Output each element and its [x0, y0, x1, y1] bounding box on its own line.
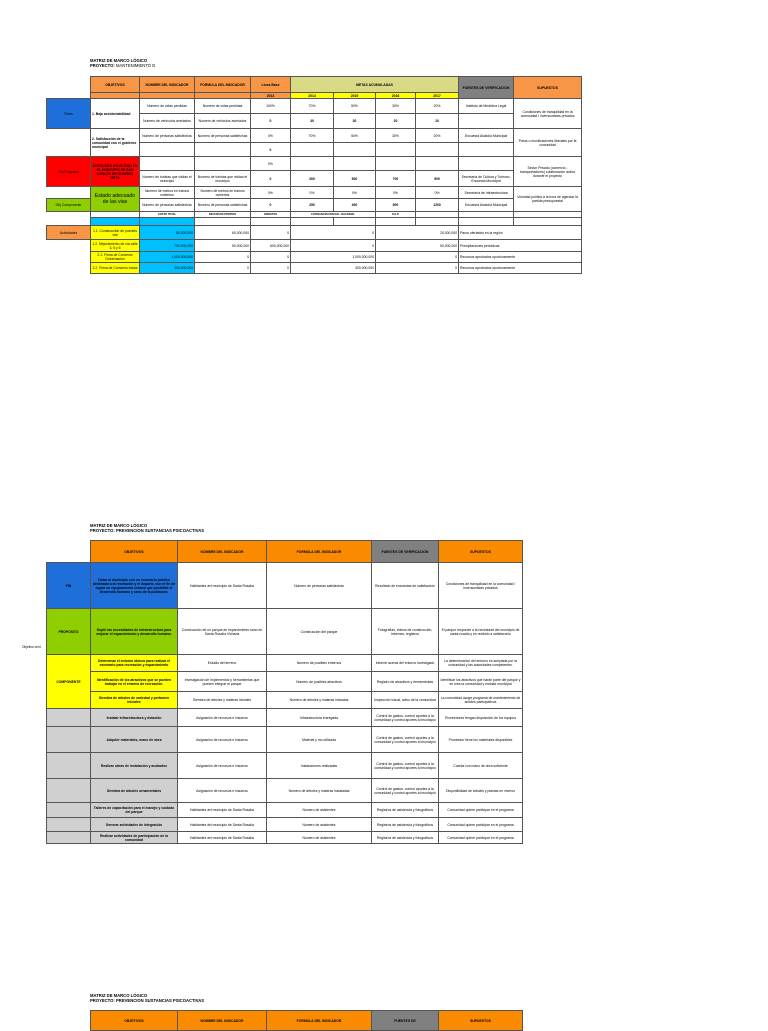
m2-cell-supuesto: La determinación del entorno es aceptada por la comunidad y las autoridades competentes. — [439, 655, 523, 672]
matrix3-project-label: PROYECTO: — [90, 998, 115, 1003]
m2-h-supuestos: SUPUESTOS — [439, 541, 523, 563]
m1-r6-base: 0% — [251, 187, 291, 199]
m2-cell-nombre: Asignación de recursos e insumos — [178, 709, 267, 727]
m2-cell-formula: Construcción del parque — [267, 609, 372, 655]
m1-r2-y4: 10 — [416, 114, 459, 129]
m2-cell-obj: Realizar obras de instalación y acabados — [91, 753, 178, 779]
m2-row-label: COMPONENTE — [47, 655, 91, 709]
m2-row — [47, 727, 523, 753]
m1-a4-supuesto: Recursos aprobados oportunamente — [459, 263, 582, 274]
m2-cell-nombre: Asignación de recursos e insumos — [178, 753, 267, 779]
m2-cell-obj: Talleres de capacitación para el manejo y cuidado del parque — [91, 803, 178, 818]
m1-r5-nombre: Numero de turistas que visitan el municipio — [140, 171, 195, 187]
m2-cell-formula: Numero de personas satisfechas — [267, 563, 372, 609]
m1-r4-base: 0% — [251, 157, 291, 171]
m1-r3-y4: 20% — [416, 129, 459, 143]
m2-cell-supuesto: La comunidad acoge programa de mantenimiento de árboles participativos — [439, 692, 523, 709]
m2-cell-formula: Infraestructura entregada — [267, 709, 372, 727]
m1-r7-y3: 500 — [376, 199, 416, 212]
m1-r3-formula: Numero de personas satisfechas — [195, 129, 251, 143]
m1-a1-supuesto: Paros ofertados en la región — [459, 226, 582, 240]
m2-row — [47, 803, 523, 818]
m1-h-metas: METAS ACUMULADAS — [291, 77, 459, 93]
m2-cell-nombre: Construcción de un parque de esparcimiento sano en Santa Rosalía Vichada — [178, 609, 267, 655]
m1-r6-formula: Numero de metros en tramos cubiertos — [195, 187, 251, 199]
matrix2-table — [46, 540, 523, 844]
m1-year-0: 2013 — [251, 93, 291, 99]
m2-row-label-empty — [47, 832, 91, 844]
m1-r2-formula: Numero de vehículos averiados — [195, 114, 251, 129]
matrix2-title — [90, 523, 204, 533]
m1-a2-creditos: 600,000,000 — [251, 240, 291, 252]
m3-h-supuestos: SUPUESTOS — [439, 1011, 523, 1031]
m1-r3-supuesto: Paros o movilizaciones liberales por la comunidad — [514, 129, 582, 157]
m1-r6-y2: 0% — [334, 187, 376, 199]
m1-a4-cofin: 300,000,000 — [291, 263, 376, 274]
m1-a1-cofin: 0 — [291, 226, 376, 240]
m1-r6-y1: 0% — [291, 187, 334, 199]
m1-r3-y2: 50% — [334, 129, 376, 143]
m1-r4-obj: ADECUADA MOVILIDAD EN EL MUNICIPIO DE SAN CARLOS DE GUARDIA META — [91, 157, 140, 187]
m2-cell-fuente: Registros de asistencia y fotográficos — [372, 803, 439, 818]
m2-cell-fuente: Registros de asistencia y fotográficos — [372, 818, 439, 832]
m1-r3-y1: 70% — [291, 129, 334, 143]
m2-cell-supuesto: Proveedores tengan disposición de los equipos — [439, 709, 523, 727]
m1-a3-obj: 2.1. Firma de Convenio Gobernación — [91, 252, 140, 263]
matrix1-project-label: PROYECTO: — [90, 63, 115, 68]
m2-cell-fuente: Control de gastos, control aportes a la comunidad y control aportes al municipio — [372, 727, 439, 753]
m1-r2-nombre: Numero de vehículos averiados — [140, 114, 195, 129]
matrix3-title — [90, 993, 204, 1003]
m2-row — [47, 779, 523, 803]
m2-row-label-empty — [47, 753, 91, 779]
m1-r6-y3: 0% — [376, 187, 416, 199]
m1-actividades-label: Actividades — [47, 226, 91, 240]
matrix1-table — [46, 76, 582, 274]
m1-r7-y2: 400 — [334, 199, 376, 212]
m2-row — [47, 832, 523, 844]
m1-r7-formula: Numero de personas satisfechas — [195, 199, 251, 212]
m2-cell-fuente: Registro de atractivos y herramientas — [372, 672, 439, 692]
m2-row — [47, 753, 523, 779]
m1-a2-obj: 1.2. Mejoramiento de vía calle 3, 5 y 6 — [92, 241, 138, 250]
m2-row — [47, 709, 523, 727]
m2-cell-supuesto: Comunidad quiere participar en el programa — [439, 818, 523, 832]
m1-r6-obj: Estado adecuado de las vias — [91, 187, 140, 212]
m2-row — [47, 672, 523, 692]
matrix2-title-text: MATRIZ DE MARCO LÓGICO — [90, 523, 148, 528]
m2-cell-formula: Instalaciones realizadas — [267, 753, 372, 779]
m1-sub-propios: RECURSOS PROPIOS — [195, 212, 251, 218]
m1-a2-supuesto: Precipitaciones periódicas — [459, 240, 582, 252]
m2-cell-nombre: Habitantes del municipio de Santa Rosalía — [178, 832, 267, 844]
m2-row-label: PROPOSITO — [47, 609, 91, 655]
m1-r3-obj: 2. Satisfacción de la comunidad con el gobierno municipal — [91, 129, 140, 157]
m1-r5-y1: 300 — [291, 171, 334, 187]
matrix1-title — [90, 58, 155, 68]
m2-row — [47, 692, 523, 709]
m2-cell-supuesto: Disponibilidad de árboles y plantas en viveros — [439, 779, 523, 803]
m2-cell-formula: Número de posibles entornos — [267, 655, 372, 672]
m2-cell-obj: Dotar al municipio con un escenario público destinado a la recreación y el deporte, con el fin de lograr un equipamiento urbano que posibilite el desarrollo humano y sano de la población. — [91, 563, 178, 609]
m1-r1-fuente: Instituto de Medicina Legal — [459, 99, 514, 114]
m2-cell-supuesto: Comunidad quiere participar en el programa — [439, 803, 523, 818]
m2-cell-formula: Número de árboles y materas instaladas — [267, 779, 372, 803]
m2-cell-fuente: Informe acerca del entorno investigado — [372, 655, 439, 672]
m1-h-objetivos: OBJETIVOS — [91, 77, 140, 93]
m2-body — [47, 563, 523, 844]
matrix1-project-name: MANTENIMIENTO D — [116, 63, 156, 68]
m1-r2-base: 0 — [251, 114, 291, 129]
m1-r3b-base: 0 — [251, 143, 291, 157]
m1-fin-label: Fines — [47, 99, 91, 129]
m1-r1-y1: 70% — [291, 99, 334, 114]
m1-a4-costo: 300,000,000 — [140, 263, 195, 274]
m1-sub-cofin: COFINANCIACION NAL. NACIONAL — [291, 212, 376, 218]
m2-cell-obj: Adquirir materiales, mano de obra — [91, 727, 178, 753]
m2-cell-fuente: Fotografías, videos de construcción, informes, registros — [372, 609, 439, 655]
m1-r2-y2: 30 — [334, 114, 376, 129]
m2-row-label-empty — [47, 779, 91, 803]
m1-a3-supuesto: Recursos aprobados oportunamente — [459, 252, 582, 263]
m2-cell-supuesto: Proveedor tiene los materiales disponibles — [439, 727, 523, 753]
m2-cell-supuesto: Condiciones de tranquilidad en la comunidad / inversionistas privados — [439, 563, 523, 609]
m1-a1-creditos: 0 — [251, 226, 291, 240]
m1-r2-y3: 20 — [376, 114, 416, 129]
m1-r3-fuente: Encuesta Alcaldía Municipal — [459, 129, 514, 143]
matrix2-project-label: PROYECTO: — [90, 528, 115, 533]
m2-row — [47, 818, 523, 832]
m2-row — [47, 655, 523, 672]
m1-h-formula: FORMULA DEL INDICADOR — [195, 77, 251, 93]
m2-cell-nombre: Asignación de recursos e insumos — [178, 779, 267, 803]
m1-r7-y4: 1200 — [416, 199, 459, 212]
m2-cell-obj: Suplir las necesidades de infraestructura para mejorar el esparcimiento y desarrollo humano. — [91, 609, 178, 655]
m1-r1-y3: 30% — [376, 99, 416, 114]
m1-r2-y1: 40 — [291, 114, 334, 129]
m3-h-fuentes: FUENTES DE — [372, 1011, 439, 1031]
m1-r7-nombre: Numero de personas satisfechas — [140, 199, 195, 212]
m1-r7-base: 0 — [251, 199, 291, 212]
m1-r6-fuente: Secretaría de Infraestructura — [459, 187, 514, 199]
m3-h-objetivos: OBJETIVOS — [91, 1011, 178, 1031]
matrix2-project — [90, 528, 204, 533]
m1-a3-cofin: 1,000,000,000 — [291, 252, 376, 263]
matrix3-project — [90, 998, 204, 1003]
m1-proposito-label: Obj Proposito — [47, 157, 91, 187]
m1-r6-nombre: Numero de metros en tramos cubiertos — [140, 187, 195, 199]
m2-cell-fuente: Control de gastos, control aportes a la comunidad y control aportes al municipio — [372, 779, 439, 803]
m1-a1-propios: 60,000,000 — [195, 226, 251, 240]
m2-row — [47, 563, 523, 609]
m1-r3-y3: 30% — [376, 129, 416, 143]
m2-cell-supuesto: Identificar los atractivos que harán parte del parque y se crea la comunidad y entidad municipal — [439, 672, 523, 692]
m1-a4-obj: 2.2. Firma de Convenio Invias — [91, 263, 140, 274]
m2-cell-obj: Identificación de los atractivos que se pueden trabajar en el entorno de recreación. — [91, 672, 178, 692]
m2-cell-nombre: Investigación de implementos y herramientas que pueden integrar el parque — [178, 672, 267, 692]
m1-componente-label: Obj Componente — [47, 199, 91, 212]
m1-year-2: 2015 — [334, 93, 376, 99]
m1-r1-base: 100% — [251, 99, 291, 114]
m1-sub-costo: COSTO TOTAL — [140, 212, 195, 218]
m1-a3-sgp: 0 — [376, 252, 459, 263]
m1-a2-cofin: 0 — [291, 240, 376, 252]
m1-h-linea: Linea Base — [251, 77, 291, 93]
m2-row-label-empty — [47, 818, 91, 832]
m1-a3-propios: 0 — [195, 252, 251, 263]
m2-cell-formula: Material y mo utilizada — [267, 727, 372, 753]
m1-r5-y4: 900 — [416, 171, 459, 187]
m2-cell-nombre: Habitantes del municipio de Santa Rosalía — [178, 563, 267, 609]
matrix1-title-text: MATRIZ DE MARCO LÓGICO — [90, 58, 148, 63]
matrix2-project-name: PREVENCION SUSTANCIAS PSICOACTIVAS — [116, 528, 205, 533]
m2-cell-obj: Realizar actividades de participación de la comunidad — [91, 832, 178, 844]
m1-r1-y2: 50% — [334, 99, 376, 114]
m2-cell-nombre: Estudio del terreno — [178, 655, 267, 672]
m2-cell-fuente: Control de gastos, control aportes a la comunidad y control aportes al municipio — [372, 709, 439, 727]
m2-cell-obj: Siembra de árboles de variedad y perfumen iniciales — [91, 692, 178, 709]
m2-row-label-empty — [47, 709, 91, 727]
m3-h-formula: FORMULA DEL INDICADOR — [267, 1011, 372, 1031]
matrix2-side-label: Objetivo cent — [22, 645, 41, 649]
m2-cell-obj: Determinar el entorno idóneo para realizar el escenario para recreación y esparcimiento — [91, 655, 178, 672]
m2-cell-supuesto: Cuenta con mano de obra suficiente — [439, 753, 523, 779]
m2-cell-supuesto: Comunidad quiere participar en el programa — [439, 832, 523, 844]
m1-r1-obj: 1. Baja accidentabilidad — [91, 99, 140, 129]
m1-r7-y1: 250 — [291, 199, 334, 212]
m2-row-label-empty — [47, 803, 91, 818]
m2-cell-fuente: Registros de asistencia y fotográficos — [372, 832, 439, 844]
m2-cell-nombre: Asignación de recursos e insumos — [178, 727, 267, 753]
m2-row-label: FIN — [47, 563, 91, 609]
m2-cell-formula: Numero de asistentes — [267, 832, 372, 844]
matrix3-project-name: PREVENCION SUSTANCIAS PSICOACTIVAS — [116, 998, 205, 1003]
m1-a3-creditos: 0 — [251, 252, 291, 263]
m1-r1-formula: Numero de vidas perdidas — [195, 99, 251, 114]
matrix3-title-text: MATRIZ DE MARCO LÓGICO — [90, 993, 148, 998]
m1-r5-fuente: Secretaría de Cultura y Turismo. Encuesta Municipal — [459, 171, 514, 187]
m1-a1-obj: 1.1. Construcción de puentes vial — [91, 226, 140, 240]
m2-cell-fuente: Control de gastos, control aportes a la comunidad y control aportes al municipio — [372, 753, 439, 779]
m1-h-nombre: NOMBRE DEL INDICADOR — [140, 77, 195, 93]
m1-r6-y4: 0% — [416, 187, 459, 199]
m1-a4-propios: 0 — [195, 263, 251, 274]
m1-a1-sgp: 20,000,000 — [376, 226, 459, 240]
m1-r3-nombre: Numero de personas satisfechas — [140, 129, 195, 143]
m2-cell-supuesto: El parque responde a la necesidad del municipio de santa rosalía y es recibido a satisfacción — [439, 609, 523, 655]
m1-year-3: 2016 — [376, 93, 416, 99]
m2-cell-obj: Instalar infraestructura y dotación — [91, 709, 178, 727]
m1-sub-creditos: CREDITOS — [251, 212, 291, 218]
m3-h-nombre: NOMBRE DEL INDICADOR — [178, 1011, 267, 1031]
m2-h-nombre: NOMBRE DEL INDICADOR — [178, 541, 267, 563]
m1-r5-formula: Numero de turistas que visitan el municipio — [195, 171, 251, 187]
m2-cell-nombre: Siembra de árboles y materas iniciales — [178, 692, 267, 709]
m1-year-1: 2014 — [291, 93, 334, 99]
m2-cell-obj: Siembra de árboles ornamentales — [91, 779, 178, 803]
m2-h-fuentes: FUENTES DE VERIFICACION — [372, 541, 439, 563]
m2-cell-formula: Numero de asistentes — [267, 818, 372, 832]
m2-h-objetivos: OBJETIVOS — [91, 541, 178, 563]
m2-row-label-empty — [47, 727, 91, 753]
m1-sub-sgp: S.G.P. — [376, 212, 416, 218]
m1-r1-nombre: Numero de vidas perdidas — [140, 99, 195, 114]
m1-r5-y3: 700 — [376, 171, 416, 187]
m1-r6-supuesto: Voluntad política a la hora de agendar la partida presupuestal — [514, 187, 582, 212]
m1-a3-costo: 1,000,000,000 — [140, 252, 195, 263]
m2-cell-formula: Número de posibles atractivos — [267, 672, 372, 692]
m2-cell-obj: Generar actividades de integración — [91, 818, 178, 832]
m1-a2-propios: 50,000,000 — [195, 240, 251, 252]
m1-a2-sgp: 50,000,000 — [376, 240, 459, 252]
m1-r5-y2: 500 — [334, 171, 376, 187]
m2-cell-fuente: Resultado de encuestas de satisfacción — [372, 563, 439, 609]
m1-a2-costo: 700,000,000 — [140, 240, 195, 252]
m1-a4-sgp: 0 — [376, 263, 459, 274]
m1-h-fuentes: FUENTES DE VERIFICACION — [459, 77, 514, 99]
m1-r4-supuesto: Sector Privado (comercio - transportadores) colaboración activa durante el proyecto — [514, 157, 582, 187]
m2-cell-nombre: Habitantes del municipio de Santa Rosalía — [178, 818, 267, 832]
m1-a1-costo: 80,000,000 — [140, 226, 195, 240]
m2-cell-formula: Numero de asistentes — [267, 803, 372, 818]
m1-h-supuestos: SUPUESTOS — [514, 77, 582, 99]
m2-h-formula: FORMULA DEL INDICADOR — [267, 541, 372, 563]
m1-year-4: 2017 — [416, 93, 459, 99]
m2-cell-fuente: Inspección visual, aviso de la comunidad — [372, 692, 439, 709]
m1-r1-supuesto: Condiciones de tranquilidad en la comunidad / inversionistas privados — [514, 99, 582, 129]
m2-cell-nombre: Habitantes del municipio de Santa Rosalía — [178, 803, 267, 818]
m1-r5-base: 0 — [251, 171, 291, 187]
m1-r1-y4: 20% — [416, 99, 459, 114]
m2-row — [47, 609, 523, 655]
m1-r3-base: 0% — [251, 129, 291, 143]
matrix3-table — [90, 1010, 523, 1031]
m2-cell-formula: Número de árboles y materas iniciadas — [267, 692, 372, 709]
m1-r7-fuente: Encuesta Alcaldía Municipal — [459, 199, 514, 212]
matrix1-project — [90, 63, 155, 68]
m1-a4-creditos: 0 — [251, 263, 291, 274]
